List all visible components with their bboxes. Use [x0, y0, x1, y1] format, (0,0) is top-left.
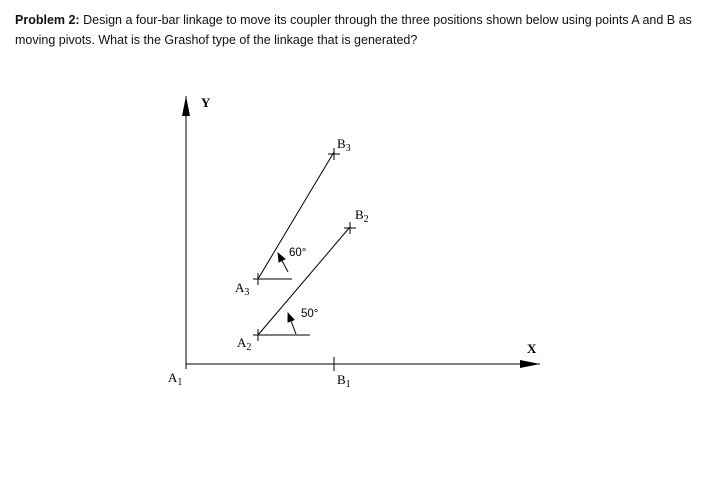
x-axis-arrowhead	[520, 360, 540, 368]
a1-label: $A_1$	[168, 370, 183, 388]
x-axis-label: X	[527, 341, 537, 356]
y-axis-arrowhead	[182, 96, 190, 116]
y-axis-label: Y	[201, 95, 211, 110]
angle-label-2: 50°	[301, 308, 319, 320]
angle-arrow-3	[278, 253, 288, 272]
angle-arrow-2	[288, 313, 296, 334]
a3-label: $A_3$	[235, 280, 250, 298]
b1-label: $B_1$	[337, 372, 351, 390]
a2-label: $A_2$	[237, 335, 252, 353]
angle-label-3: 60°	[289, 247, 307, 259]
b2-label: $B_2$	[355, 207, 369, 225]
problem-heading: Problem 2:	[15, 13, 80, 27]
problem-text: Design a four-bar linkage to move its coupler through the three positions shown below using points A and B as moving pivots. What is the Grashof type of the linkage that is generated?	[15, 13, 692, 47]
b3-label: $B_3$	[337, 136, 351, 154]
coupler-position-3	[258, 152, 334, 279]
